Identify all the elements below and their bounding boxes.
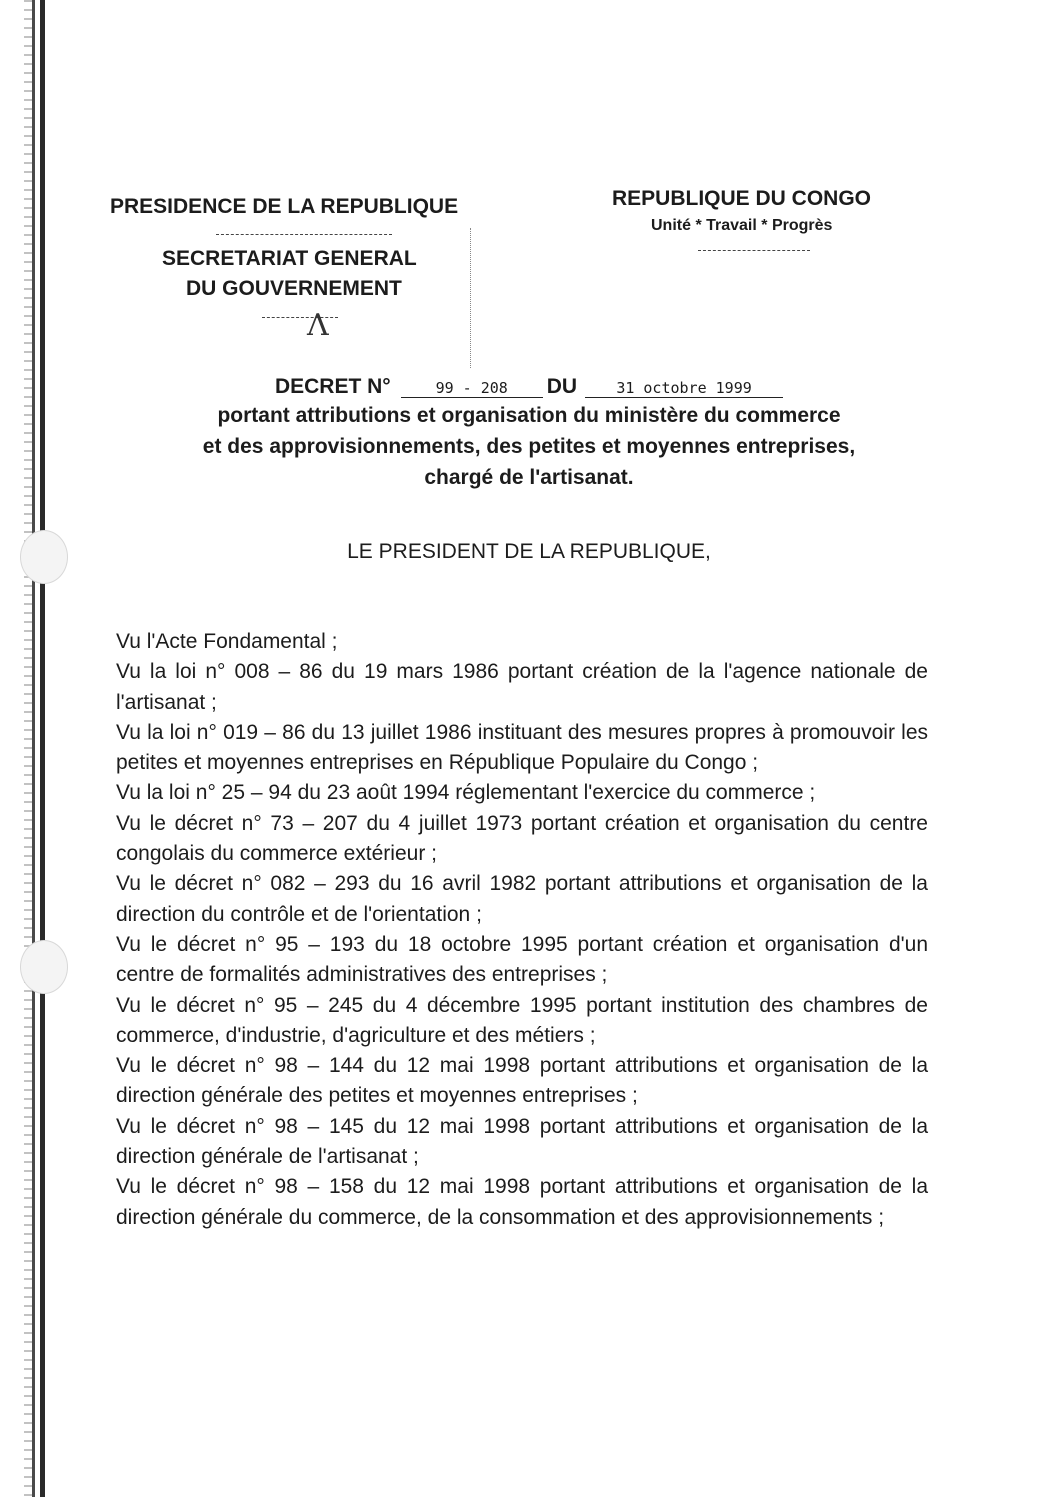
decree-number-line xyxy=(0,375,1058,399)
header-motto: Unité * Travail * Progrès xyxy=(651,217,833,234)
visa-item: Vu le décret n° 95 – 245 du 4 décembre 1995 portant institution des chambres de commerce, d'industrie, d'agriculture et des métiers ; xyxy=(116,993,928,1047)
binding-edge-inner xyxy=(40,0,45,1497)
header-presidence: PRESIDENCE DE LA REPUBLIQUE xyxy=(110,195,459,218)
header-right-divider xyxy=(698,250,810,251)
visa-item: Vu le décret n° 95 – 193 du 18 octobre 1995 portant création et organisation d'un centre de formalités administratives des entreprises ; xyxy=(116,932,928,987)
visa-item: Vu la loi n° 019 – 86 du 13 juillet 1986 instituant des mesures propres à promouvoir les petites et moyennes entreprises en République Populaire du Congo ; xyxy=(116,720,928,775)
visa-item: Vu la loi n° 25 – 94 du 23 août 1994 réglementant l'exercice du commerce ; xyxy=(116,781,816,805)
handwritten-mark: Ʌ xyxy=(307,308,329,343)
president-heading: LE PRESIDENT DE LA REPUBLIQUE, xyxy=(347,540,711,563)
decree-label: DECRET N° xyxy=(274,375,391,398)
header-separator xyxy=(470,228,471,368)
decree-title-line-2: et des approvisionnements, des petites et moyennes entreprises, xyxy=(202,435,856,458)
visa-item: Vu la loi n° 008 – 86 du 19 mars 1986 portant création de la l'agence nationale de l'artisanat ; xyxy=(116,660,928,714)
decree-title-line-1: portant attributions et organisation du ministère du commerce xyxy=(217,404,841,427)
visa-item: Vu le décret n° 082 – 293 du 16 avril 1982 portant attributions et organisation de la direction du contrôle et de l'orientation ; xyxy=(116,872,928,926)
visas-list xyxy=(116,627,928,1233)
visa-item: Vu le décret n° 98 – 145 du 12 mai 1998 portant attributions et organisation de la direction générale de l'artisanat ; xyxy=(116,1114,928,1169)
punch-hole-bottom xyxy=(20,940,68,994)
visa-item: Vu l'Acte Fondamental ; xyxy=(116,630,338,653)
decree-date: 31 octobre 1999 xyxy=(585,379,783,398)
visa-item: Vu le décret n° 73 – 207 du 4 juillet 1973 portant création et organisation du centre congolais du commerce extérieur ; xyxy=(116,811,928,866)
decree-number: 99 - 208 xyxy=(401,379,543,398)
header-secretariat: SECRETARIAT GENERAL xyxy=(162,247,417,270)
visa-item: Vu le décret n° 98 – 158 du 12 mai 1998 portant attributions et organisation de la direction générale du commerce, de la consommation et des approvisionnements ; xyxy=(116,1175,928,1229)
binding-speckle xyxy=(24,0,32,1497)
header-gouvernement: DU GOUVERNEMENT xyxy=(186,277,402,300)
binding-edge-outer xyxy=(32,0,35,1497)
visa-item: Vu le décret n° 98 – 144 du 12 mai 1998 portant attributions et organisation de la direction générale des petites et moyennes entreprises ; xyxy=(116,1054,928,1108)
header-republique: REPUBLIQUE DU CONGO xyxy=(612,187,872,210)
header-left-divider xyxy=(216,234,392,235)
decree-du: DU xyxy=(546,375,578,398)
decree-title-line-3: chargé de l'artisanat. xyxy=(424,466,634,489)
